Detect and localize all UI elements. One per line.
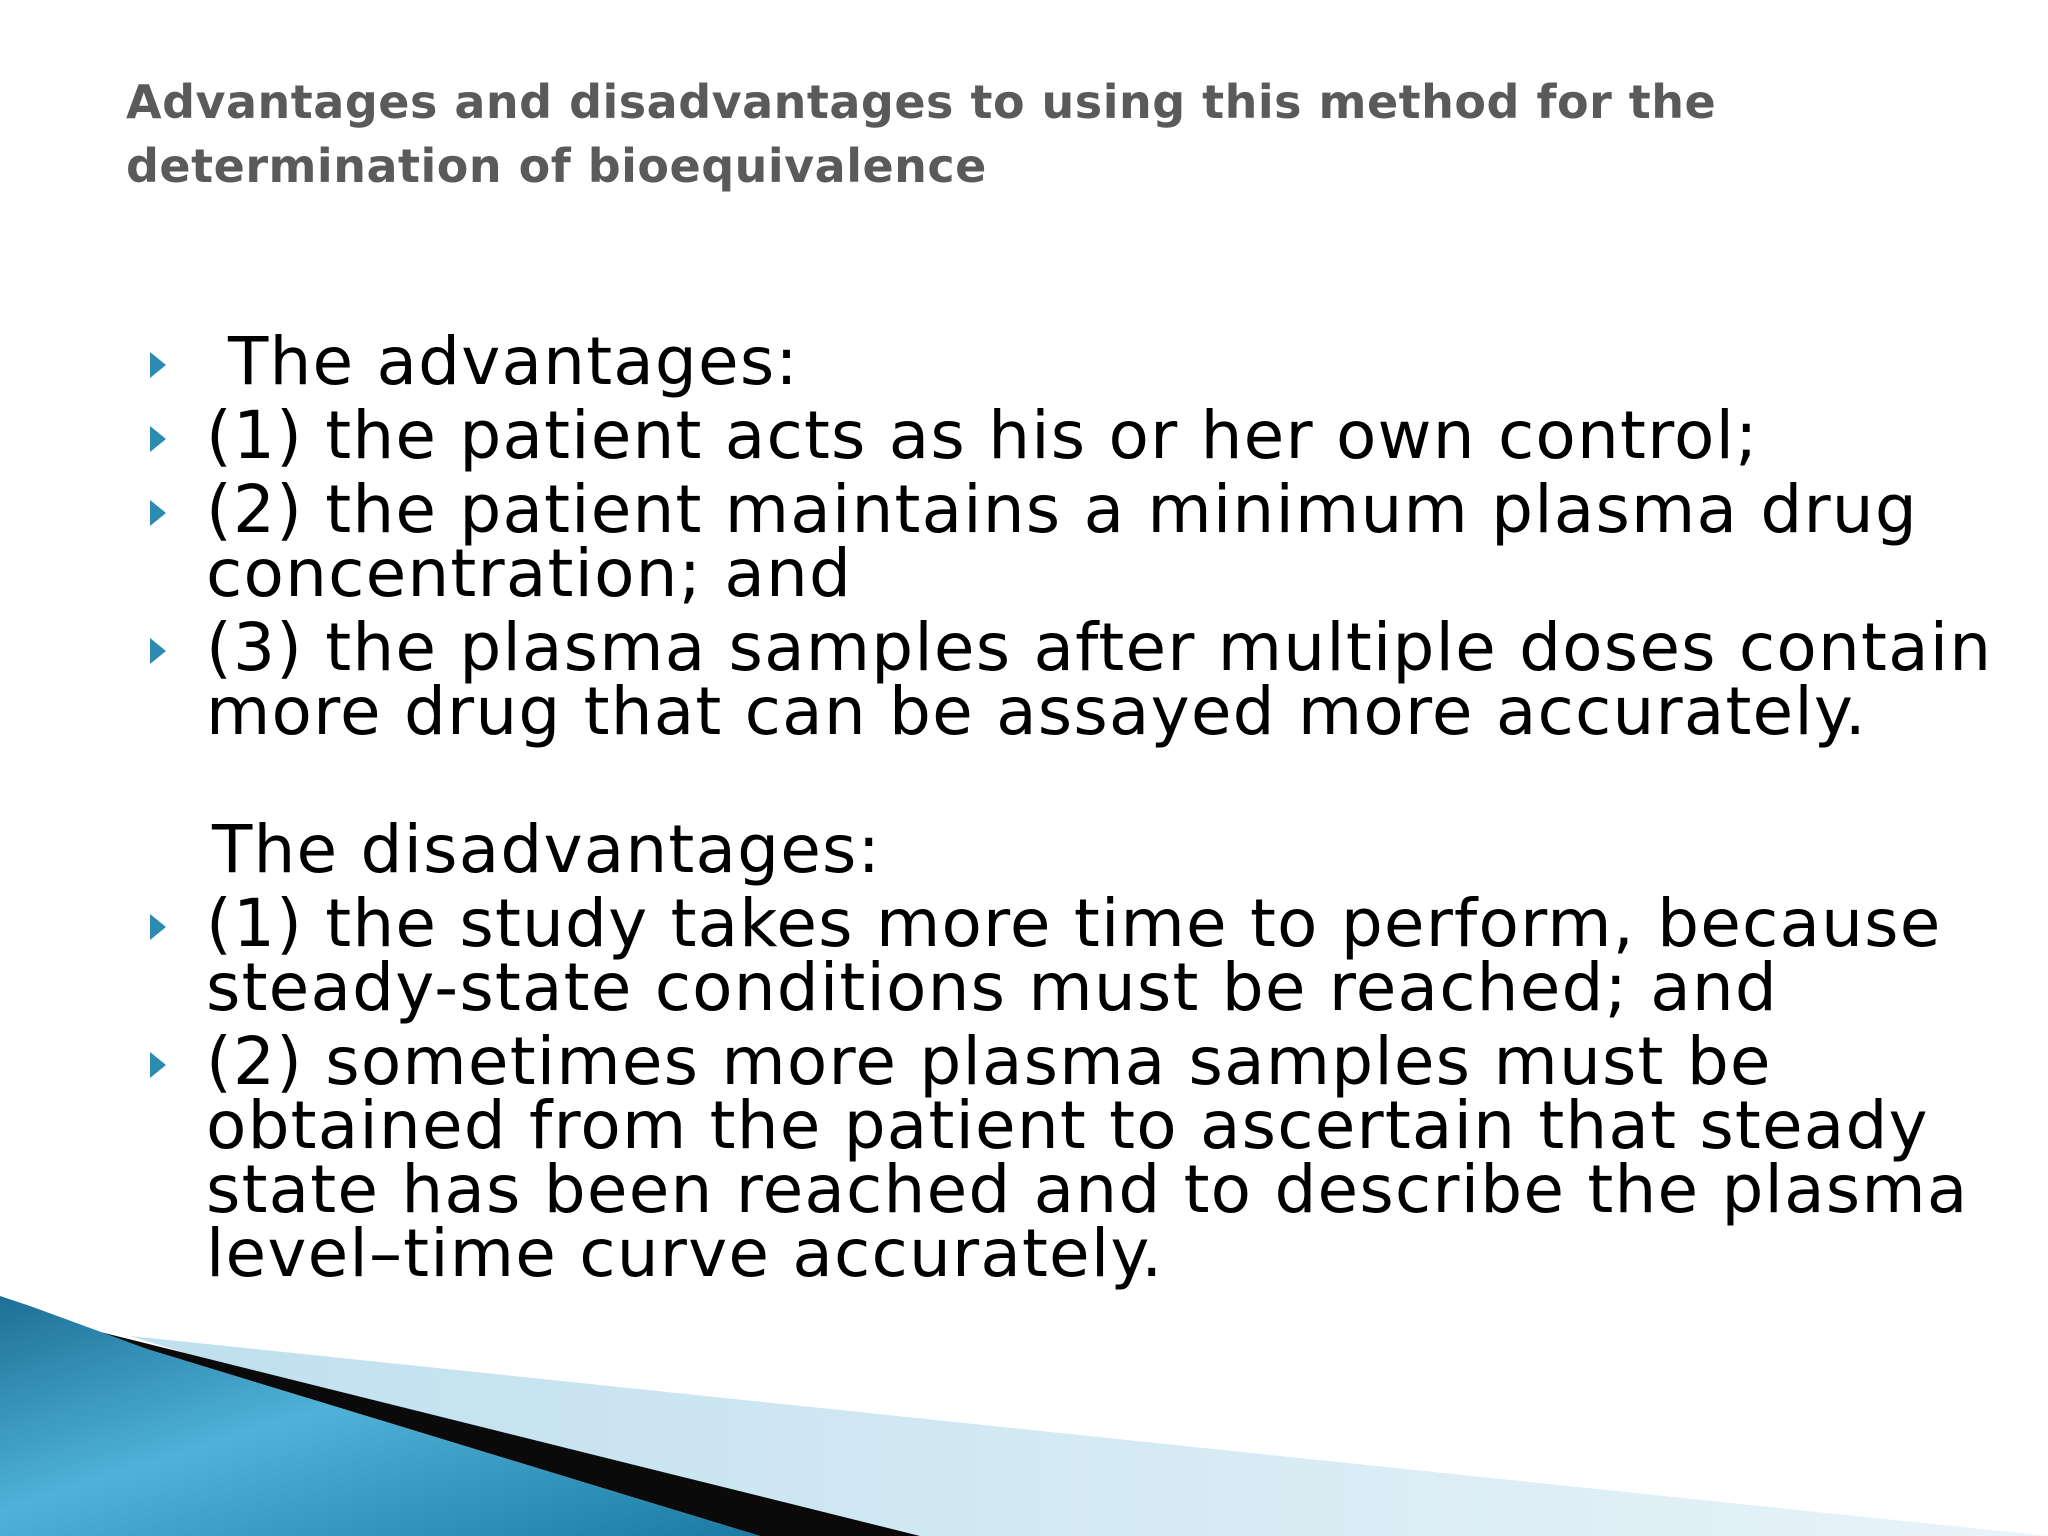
blue-swoosh: [0, 1296, 760, 1536]
disadvantage-item-2-line-3: state has been reached and to describe the plasma: [206, 1151, 1969, 1228]
advantages-heading-item: [148, 323, 1948, 400]
disadvantages-heading: The disadvantages:: [212, 811, 882, 888]
disadvantage-item-2-line-2: obtained from the patient to ascertain that steady: [206, 1087, 1929, 1164]
disadvantage-item-1: [148, 885, 1948, 1026]
pale-swoosh: [130, 1336, 2048, 1536]
slide-title: [126, 70, 1826, 198]
triangle-right-icon: [150, 914, 166, 940]
triangle-right-icon: [150, 500, 166, 526]
disadvantage-item-2-line-4: level–time curve accurately.: [206, 1215, 1164, 1292]
triangle-right-icon: [150, 1052, 166, 1078]
advantage-item-3-line-1: (3) the plasma samples after multiple doses contain: [206, 609, 1993, 686]
advantage-item-1-line-1: (1) the patient acts as his or her own control;: [206, 397, 1759, 474]
advantage-item-1: [148, 397, 1948, 474]
triangle-right-icon: [150, 426, 166, 452]
black-swoosh: [60, 1322, 920, 1536]
disadvantage-item-2: [148, 1023, 1969, 1292]
disadvantage-item-1-line-2: steady-state conditions must be reached; and: [206, 949, 1778, 1026]
advantage-item-3: [148, 609, 1993, 750]
disadvantage-item-2-line-1: (2) sometimes more plasma samples must be: [206, 1023, 1772, 1100]
disadvantages-heading-item: [148, 811, 1948, 888]
triangle-right-icon: [150, 352, 166, 378]
advantage-item-2: [148, 471, 1948, 612]
slide-body: [148, 323, 1993, 1292]
disadvantage-item-1-line-1: (1) the study takes more time to perform, because: [206, 885, 1942, 962]
slide-title-line-1: Advantages and disadvantages to using this method for the: [126, 75, 1717, 129]
advantages-heading: The advantages:: [228, 323, 799, 400]
triangle-right-icon: [150, 638, 166, 664]
advantage-item-3-line-2: more drug that can be assayed more accurately.: [206, 673, 1867, 750]
advantage-item-2-line-1: (2) the patient maintains a minimum plasma drug: [206, 471, 1918, 548]
advantage-item-2-line-2: concentration; and: [206, 535, 853, 612]
slide-title-line-2: determination of bioequivalence: [126, 139, 987, 193]
